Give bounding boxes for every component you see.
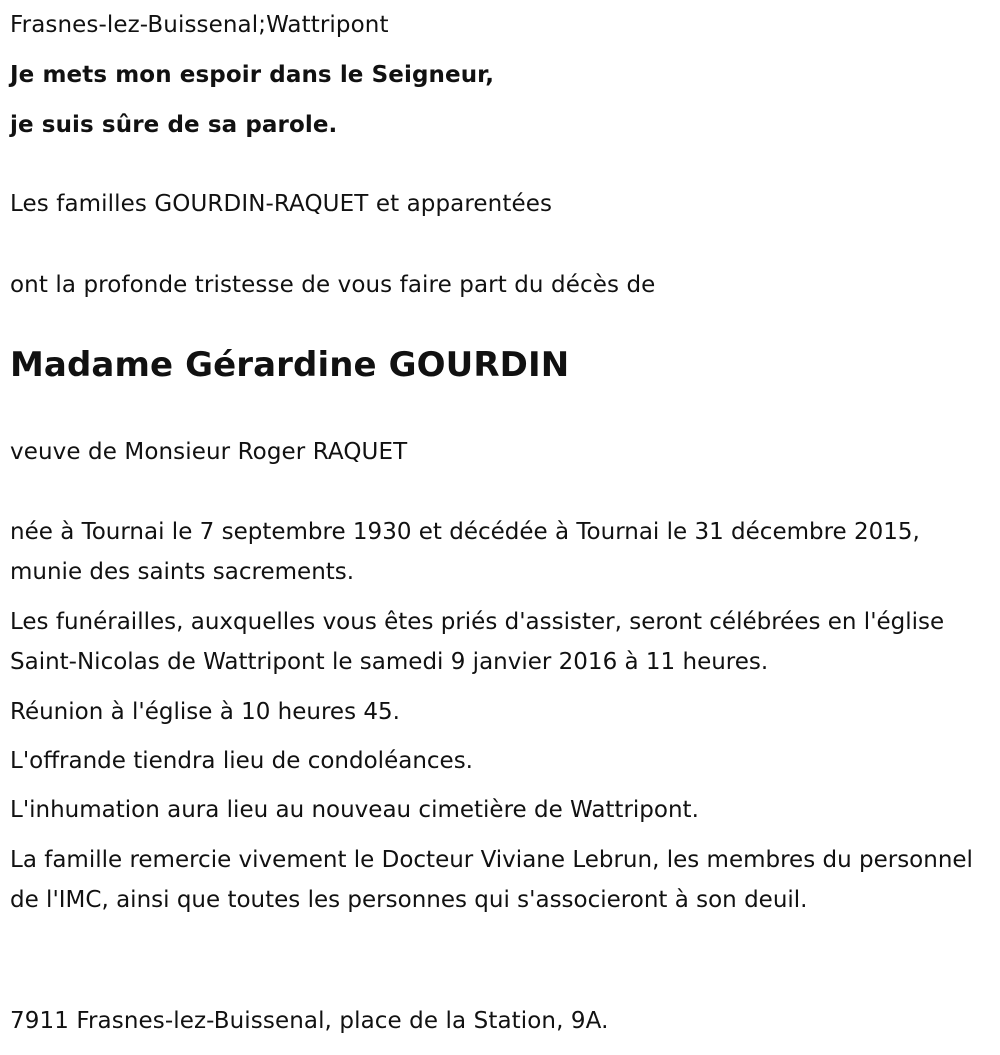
families-line: Les familles GOURDIN-RAQUET et apparentées xyxy=(10,191,553,217)
verse-line-2: je suis sûre de sa parole. xyxy=(10,112,338,138)
widow-line: veuve de Monsieur Roger RAQUET xyxy=(10,439,408,465)
burial-paragraph: L'inhumation aura lieu au nouveau cimetière de Wattripont. xyxy=(10,797,699,823)
thanks-paragraph: La famille remercie vivement le Docteur Viviane Lebrun, les membres du personnel de l'IMC, ainsi que toutes les personnes qui s'associeront à son deuil. xyxy=(10,847,973,913)
funeral-paragraph: Les funérailles, auxquelles vous êtes priés d'assister, seront célébrées en l'église Saint-Nicolas de Wattripont le samedi 9 janvier 2016 à 11 heures. xyxy=(10,609,945,675)
verse-line-1: Je mets mon espoir dans le Seigneur, xyxy=(10,62,495,88)
gathering-paragraph: Réunion à l'église à 10 heures 45. xyxy=(10,699,400,725)
offering-paragraph: L'offrande tiendra lieu de condoléances. xyxy=(10,748,473,774)
announcement-line: ont la profonde tristesse de vous faire part du décès de xyxy=(10,272,656,298)
birth-death-paragraph: née à Tournai le 7 septembre 1930 et décédée à Tournai le 31 décembre 2015, munie des saints sacrements. xyxy=(10,519,920,585)
deceased-name: Madame Gérardine GOURDIN xyxy=(10,345,570,385)
address-line: 7911 Frasnes-lez-Buissenal, place de la Station, 9A. xyxy=(10,1008,609,1034)
location-header: Frasnes-lez-Buissenal;Wattripont xyxy=(10,12,389,38)
